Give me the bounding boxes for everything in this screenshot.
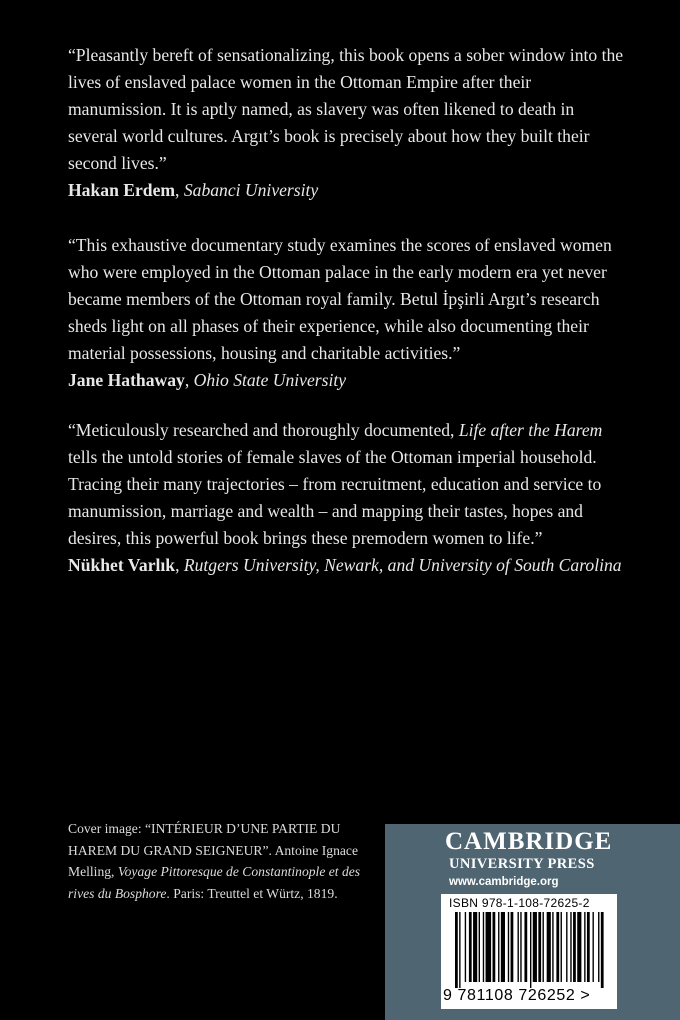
endorser-name: Jane Hathaway bbox=[68, 370, 185, 390]
publisher-subtitle: UNIVERSITY PRESS bbox=[449, 856, 595, 872]
barcode-bars-icon bbox=[455, 912, 605, 988]
publisher-url: www.cambridge.org bbox=[449, 876, 559, 888]
credit-line-3: . Paris: Treuttel et Würtz, 1819. bbox=[166, 885, 338, 901]
endorser-institution: Rutgers University, Newark, and University of South Carolina bbox=[183, 555, 622, 575]
quote-text: “Pleasantly bereft of sensationalizing, this book opens a sober window into the lives of enslaved palace women in the Ottoman Empire after their manumission. It is aptly named, as slavery was often likened to death in several world cultures. Argıt’s book is precisely about how they built their second lives.” bbox=[68, 45, 624, 173]
isbn-label: ISBN 978-1-108-72625-2 bbox=[449, 896, 590, 910]
barcode-digits: 9 781108 726252 > bbox=[443, 987, 591, 1004]
quote-text: “This exhaustive documentary study examines the scores of enslaved women who were employed in the Ottoman palace in the early modern era yet never became members of the Ottoman royal family. Betul İpşirli Argıt’s research sheds light on all phases of their experience, while also documenting their material possessions, housing and charitable activities.” bbox=[68, 235, 612, 363]
quote-attribution: Jane Hathaway, Ohio State University bbox=[68, 370, 347, 390]
endorser-name: Hakan Erdem bbox=[68, 180, 176, 200]
barcode bbox=[441, 894, 617, 1009]
publisher-panel bbox=[385, 824, 680, 1020]
quote-text-before: “Meticulously researched and thoroughly documented, bbox=[68, 420, 459, 440]
credit-line-2: Antoine Ignace Melling, bbox=[68, 842, 358, 879]
credit-line-1: Cover image: “INTÉRIEUR D’UNE PARTIE DU HAREM DU GRAND SEIGNEUR”. bbox=[68, 821, 341, 858]
quote-attribution: Hakan Erdem, Sabanci University bbox=[68, 180, 319, 200]
cover-image-credit bbox=[68, 818, 368, 904]
endorsement-hathaway bbox=[68, 232, 628, 394]
endorsement-varlik bbox=[68, 417, 628, 579]
publisher-name: CAMBRIDGE bbox=[445, 828, 613, 855]
endorser-institution: Ohio State University bbox=[193, 370, 347, 390]
quote-text bbox=[68, 417, 628, 552]
credit-work-title: Voyage Pittoresque de Constantinople et des rives du Bosphore bbox=[68, 864, 361, 901]
endorsement-erdem bbox=[68, 42, 628, 204]
endorser-name: Nükhet Varlık bbox=[68, 555, 176, 575]
quote-text-after: tells the untold stories of female slaves of the Ottoman imperial household. Tracing their many trajectories – from recruitment, education and service to manumission, marriage and wealth – and mapping their tastes, hopes and desires, this powerful book brings these premodern women to life.” bbox=[68, 447, 602, 548]
book-title: Life after the Harem bbox=[458, 420, 603, 440]
endorser-institution: Sabanci University bbox=[183, 180, 319, 200]
quote-attribution: Nükhet Varlık, Rutgers University, Newark, and University of South Carolina bbox=[68, 555, 622, 575]
